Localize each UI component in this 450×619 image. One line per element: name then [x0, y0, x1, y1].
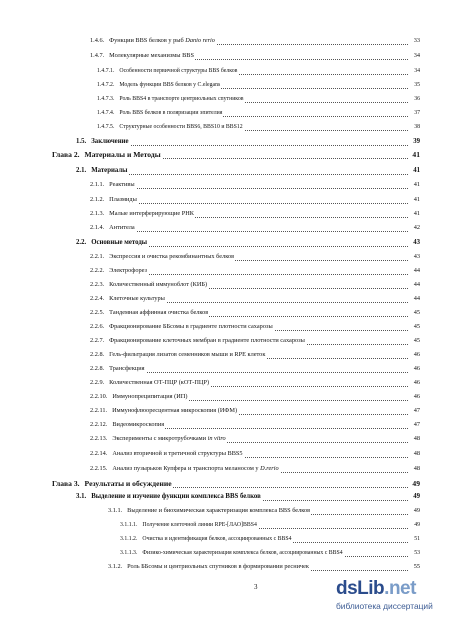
toc-entry-number: 1.4.7.4.	[97, 110, 115, 116]
toc-entry-text: Материалы	[91, 167, 128, 174]
toc-entry	[0, 547, 450, 559]
toc-entry	[0, 165, 450, 177]
toc-entry	[0, 251, 450, 263]
toc-entry-title	[97, 107, 223, 119]
watermark-subtitle: библиотека диссертаций	[336, 601, 433, 611]
toc-entry-text: Заключение	[91, 138, 129, 145]
toc-page-number: 43	[412, 237, 420, 249]
toc-entry-number: 2.1.3.	[90, 210, 105, 217]
toc-entry-text: Количественный иммуноблот (КИБ)	[109, 281, 208, 288]
toc-page-number: 36	[413, 93, 420, 105]
toc-entry-text: Клеточные культуры	[109, 295, 165, 302]
toc-page-number: 44	[413, 293, 420, 305]
toc-entry-text: Выделение и изучение функции комплекса BBS белков	[91, 493, 261, 500]
toc-page-number: 47	[413, 405, 420, 417]
toc-page-number: 46	[413, 349, 420, 361]
toc-entry-title	[90, 363, 146, 375]
toc-entry-number: 3.1.1.2.	[120, 536, 138, 542]
toc-entry-title	[90, 335, 306, 347]
toc-entry-number: 2.2.9.	[90, 379, 105, 386]
toc-entry-text: Количественная ОТ-ПЦР (кОТ-ПЦР)	[109, 379, 210, 386]
toc-entry	[0, 433, 450, 445]
toc-entry-text: Фракционирование ББсомы в градиенте плотности сахарозы	[109, 323, 273, 330]
toc-entry-text: Иммунофлюоресцентная микроскопия (ИФМ)	[112, 407, 238, 414]
toc-entry-text: Антитела	[109, 224, 135, 231]
toc-entry	[0, 335, 450, 347]
toc-leader-dots	[90, 188, 408, 189]
toc-entry-text: Структурные особенности BBS6, BBS10 и BBS12	[119, 124, 243, 130]
toc-page-number: 44	[413, 279, 420, 291]
toc-page-number: 48	[413, 433, 420, 445]
toc-entry-text: Результаты и обсуждение	[84, 479, 172, 488]
toc-page-number: 41	[413, 179, 420, 191]
toc-entry	[0, 478, 450, 490]
toc-entry	[0, 448, 450, 460]
toc-entry-title	[90, 433, 227, 445]
toc-entry-title	[90, 349, 266, 361]
toc-page-number: 46	[413, 363, 420, 375]
toc-entry-text: Видеомикроскопия	[112, 421, 165, 428]
toc-entry-number: 1.4.7.3.	[97, 96, 115, 102]
toc-entry-number: 2.2.15.	[90, 465, 108, 472]
toc-entry	[0, 107, 450, 119]
toc-entry-title	[90, 208, 195, 220]
toc-page-number: 46	[413, 377, 420, 389]
toc-leader-dots	[90, 231, 408, 232]
toc-page-number: 41	[412, 150, 420, 159]
toc-entry-text: Анализ вторичной и третичной структуры BBS5	[112, 450, 243, 457]
toc-entry-number: 2.2.3.	[90, 281, 105, 288]
toc-entry-text: Модель функции BBS белков у C.elegans	[119, 82, 221, 88]
toc-entry-number: 2.2.4.	[90, 295, 105, 302]
toc-page-number: 49	[413, 505, 420, 517]
toc-entry	[0, 35, 450, 47]
toc-entry-title	[90, 293, 166, 305]
toc-page-number: 34	[413, 50, 420, 62]
toc-entry-title	[90, 279, 208, 291]
toc-entry-number: 2.2.12.	[90, 421, 108, 428]
toc-entry-title	[90, 251, 235, 263]
toc-page-number: 55	[413, 561, 420, 573]
toc-page-number: 41	[413, 194, 420, 206]
toc-entry-text: Малые интерферирующие РНК	[109, 210, 194, 217]
toc-page-number: 41	[412, 165, 420, 177]
toc-entry-number: 3.1.1.3.	[120, 550, 138, 556]
toc-entry	[0, 279, 450, 291]
toc-page-number: 48	[413, 463, 420, 475]
toc-page-number: 37	[413, 107, 420, 119]
toc-entry-number: 2.1.2.	[90, 196, 105, 203]
toc-entry-title	[90, 405, 238, 417]
toc-entry-title	[97, 65, 238, 77]
toc-entry-text: Роль BBS4 в транспорте центриольных спутников	[119, 96, 244, 102]
toc-entry-number: 1.4.6.	[90, 37, 105, 44]
toc-entry-number: 3.1.1.1.	[120, 522, 138, 528]
toc-entry-text: Трансфекция	[109, 365, 145, 372]
toc-entry-title	[90, 448, 244, 460]
toc-entry-number: 1.4.7.5.	[97, 124, 115, 130]
toc-entry-title	[97, 93, 244, 105]
toc-entry-title	[108, 505, 311, 517]
toc-entry-number: 1.4.7.	[90, 52, 105, 59]
toc-entry-title	[52, 149, 162, 161]
toc-entry-number: 3.1.	[76, 493, 87, 500]
toc-entry-text: Тандемная аффинная очистка белков	[109, 309, 209, 316]
toc-entry-text: Анализ пузырьков Купфера и транспорта меланосом у	[112, 465, 261, 472]
toc-entry-number: 2.1.4.	[90, 224, 105, 231]
toc-entry	[0, 561, 450, 573]
toc-page-number: 51	[413, 533, 420, 545]
toc-entry-number: Глава 2.	[52, 150, 80, 159]
toc-entry	[0, 463, 450, 475]
toc-entry-text: Выделение и биохимическая характеризация комплекса BBS белков	[127, 507, 311, 514]
toc-entry-number: 2.2.6.	[90, 323, 105, 330]
toc-entry-text: Плазмиды	[109, 196, 137, 203]
toc-page-number: 39	[412, 136, 420, 148]
toc-entry-title	[52, 478, 173, 490]
toc-entry	[0, 519, 450, 531]
toc-page-number: 41	[413, 208, 420, 220]
toc-entry-title	[90, 391, 188, 403]
toc-entry-title	[90, 35, 216, 47]
toc-entry-title	[76, 237, 148, 249]
toc-entry-text: Функции BBS белков у рыб	[109, 37, 186, 44]
toc-page-number: 45	[413, 321, 420, 333]
toc-page-number: 42	[413, 222, 420, 234]
toc-page-number: 34	[413, 65, 420, 77]
toc-entry-number: 2.2.10.	[90, 393, 108, 400]
toc-entry-title	[90, 50, 195, 62]
toc-entry-title	[90, 179, 136, 191]
toc-entry-title	[120, 533, 293, 545]
toc-entry-title	[90, 265, 148, 277]
toc-entry-title	[90, 463, 280, 475]
toc-page-number: 49	[413, 519, 420, 531]
toc-entry	[0, 419, 450, 431]
toc-entry-text: Получение клеточной линии RPE-[ЛАО]BBS4	[142, 522, 257, 528]
toc-page-number: 47	[413, 419, 420, 431]
toc-entry	[0, 307, 450, 319]
toc-entry-title	[108, 561, 310, 573]
toc-entry-number: 2.2.11.	[90, 407, 108, 414]
toc-page-number: 33	[413, 35, 420, 47]
toc-entry-number: 1.4.7.1.	[97, 68, 115, 74]
toc-entry-number: 2.2.13.	[90, 435, 108, 442]
toc-entry-number: 2.1.	[76, 167, 87, 174]
toc-entry	[0, 194, 450, 206]
toc-entry-number: 1.4.7.2.	[97, 82, 115, 88]
toc-page-number: 46	[413, 391, 420, 403]
toc-entry-number: 2.2.7.	[90, 337, 105, 344]
toc-entry	[0, 391, 450, 403]
toc-entry	[0, 491, 450, 503]
toc-entry-number: 2.2.8.	[90, 365, 105, 372]
toc-entry	[0, 265, 450, 277]
toc-entry-title	[97, 79, 221, 91]
toc-entry-text: Фракционирование клеточных мембран в градиенте плотности сахарозы	[109, 337, 305, 344]
toc-entry-number: 2.2.5.	[90, 309, 105, 316]
toc-entry-title	[97, 121, 244, 133]
toc-entry-text: Очистка и идентификация белков, ассоциированных с BBS4	[142, 536, 292, 542]
toc-page-number: 35	[413, 79, 420, 91]
toc-entry	[0, 222, 450, 234]
toc-entry-text: Гель-фильтрация лизатов семенников мыши и RPE клеток	[109, 351, 266, 358]
toc-entry	[0, 349, 450, 361]
toc-entry	[0, 50, 450, 62]
toc-entry-title	[90, 419, 165, 431]
toc-page-number: 49	[412, 491, 420, 503]
toc-entry-title	[76, 136, 130, 148]
toc-entry-italic-text: D.rerio	[260, 465, 279, 472]
toc-entry-text: Материалы и Методы	[84, 150, 161, 159]
toc-entry-text: Молекулярные механизмы BBS	[109, 52, 195, 59]
watermark-logo: dsLib.net	[336, 578, 416, 599]
toc-entry-number: 2.2.14.	[90, 450, 108, 457]
toc-entry	[0, 79, 450, 91]
toc-entry	[0, 93, 450, 105]
toc-entry	[0, 363, 450, 375]
toc-entry-title	[90, 194, 138, 206]
toc-entry-number: 2.2.	[76, 239, 87, 246]
toc-entry-text: Особенности первичной структуры BBS белков	[119, 68, 238, 74]
toc-page-number: 53	[413, 547, 420, 559]
toc-entry-number: 3.1.1.	[108, 507, 123, 514]
toc-page-number: 45	[413, 307, 420, 319]
toc-entry	[0, 65, 450, 77]
toc-entry-title	[120, 519, 258, 531]
toc-entry	[0, 321, 450, 333]
toc-page-number: 43	[413, 251, 420, 263]
toc-entry-italic-text: in vitro	[207, 435, 226, 442]
toc-page-number: 48	[413, 448, 420, 460]
toc-entry-number: 2.1.1.	[90, 181, 105, 188]
toc-entry-title	[90, 307, 209, 319]
toc-page-number: 45	[413, 335, 420, 347]
toc-entry	[0, 237, 450, 249]
toc-entry	[0, 293, 450, 305]
toc-entry	[0, 377, 450, 389]
toc-entry-number: Глава 3.	[52, 479, 80, 488]
toc-entry-text: Роль ББсомы и центриольных спутников в формировании ресничек	[127, 563, 309, 570]
toc-page-number: 44	[413, 265, 420, 277]
toc-entry-text: Роль BBS белков в поляризации эпителия	[119, 110, 223, 116]
toc-entry-text: Иммунопреципитация (ИП)	[112, 393, 188, 400]
toc-entry-text: Основные методы	[91, 239, 148, 246]
toc-entry	[0, 179, 450, 191]
toc-entry	[0, 533, 450, 545]
toc-entry-title	[90, 377, 210, 389]
toc-page-number: 49	[412, 479, 420, 488]
toc-entry-text: Эксперименты с микротрубочками	[112, 435, 208, 442]
toc-entry-title	[90, 222, 136, 234]
toc-entry	[0, 405, 450, 417]
toc-entry-number: 1.5.	[76, 138, 87, 145]
toc-entry-number: 2.2.1.	[90, 253, 105, 260]
toc-entry-title	[76, 491, 262, 503]
toc-entry-text: Реактивы	[109, 181, 135, 188]
toc-entry-italic-text: Danio rerio	[185, 37, 215, 44]
toc-entry-title	[120, 547, 344, 559]
toc-entry	[0, 136, 450, 148]
toc-entry-number: 2.2.8.	[90, 351, 105, 358]
toc-entry-title	[90, 321, 274, 333]
toc-entry-text: Экспрессия и очистка рекомбинантных белков	[109, 253, 235, 260]
toc-entry-title	[76, 165, 128, 177]
toc-entry	[0, 121, 450, 133]
page-number: 3	[254, 583, 258, 591]
toc-page-number: 38	[413, 121, 420, 133]
toc-entry	[0, 505, 450, 517]
toc-entry-text: Электрофорез	[109, 267, 148, 274]
toc-entry	[0, 208, 450, 220]
toc-entry-text: Физико-химическая характеризация комплекса белков, ассоциированных с BBS4	[142, 550, 343, 556]
toc-entry-number: 3.1.2.	[108, 563, 123, 570]
toc-entry-number: 2.2.2.	[90, 267, 105, 274]
watermark	[336, 578, 448, 616]
toc-entry	[0, 149, 450, 161]
